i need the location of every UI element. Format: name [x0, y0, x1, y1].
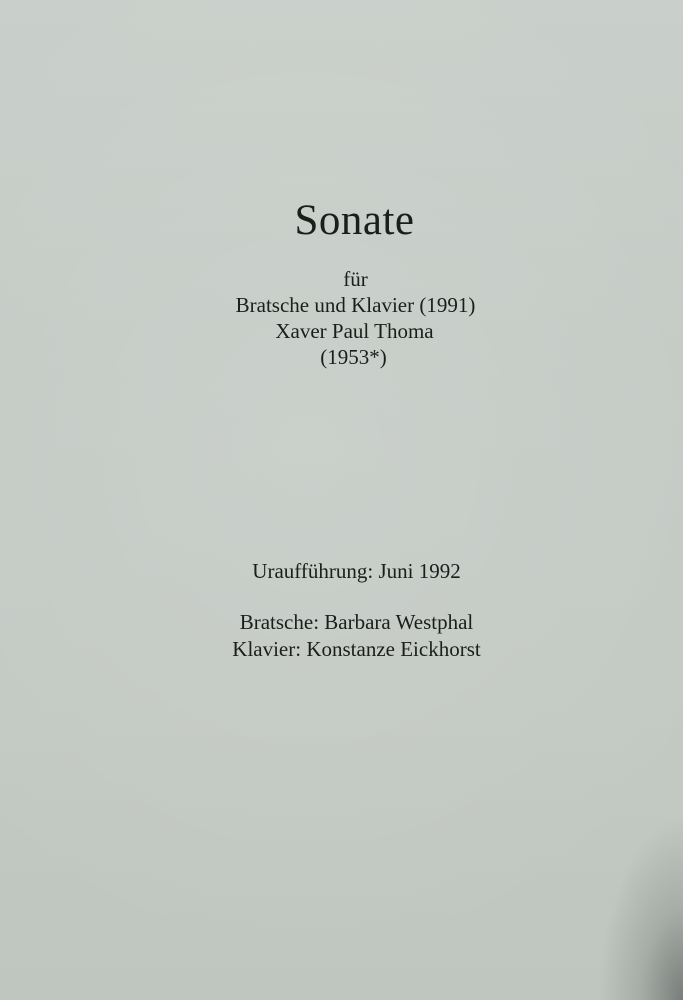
page-title: Sonate: [294, 197, 415, 244]
page-edge-shadow: [563, 740, 683, 1000]
subtitle-for: für: [343, 267, 368, 291]
composer-name: Xaver Paul Thoma: [275, 319, 434, 343]
instrumentation: Bratsche und Klavier (1991): [235, 293, 476, 317]
performer-piano: Klavier: Konstanze Eickhorst: [232, 637, 481, 661]
premiere-date: Uraufführung: Juni 1992: [252, 559, 461, 583]
performer-viola: Bratsche: Barbara Westphal: [239, 610, 474, 634]
composer-years: (1953*): [320, 345, 387, 369]
